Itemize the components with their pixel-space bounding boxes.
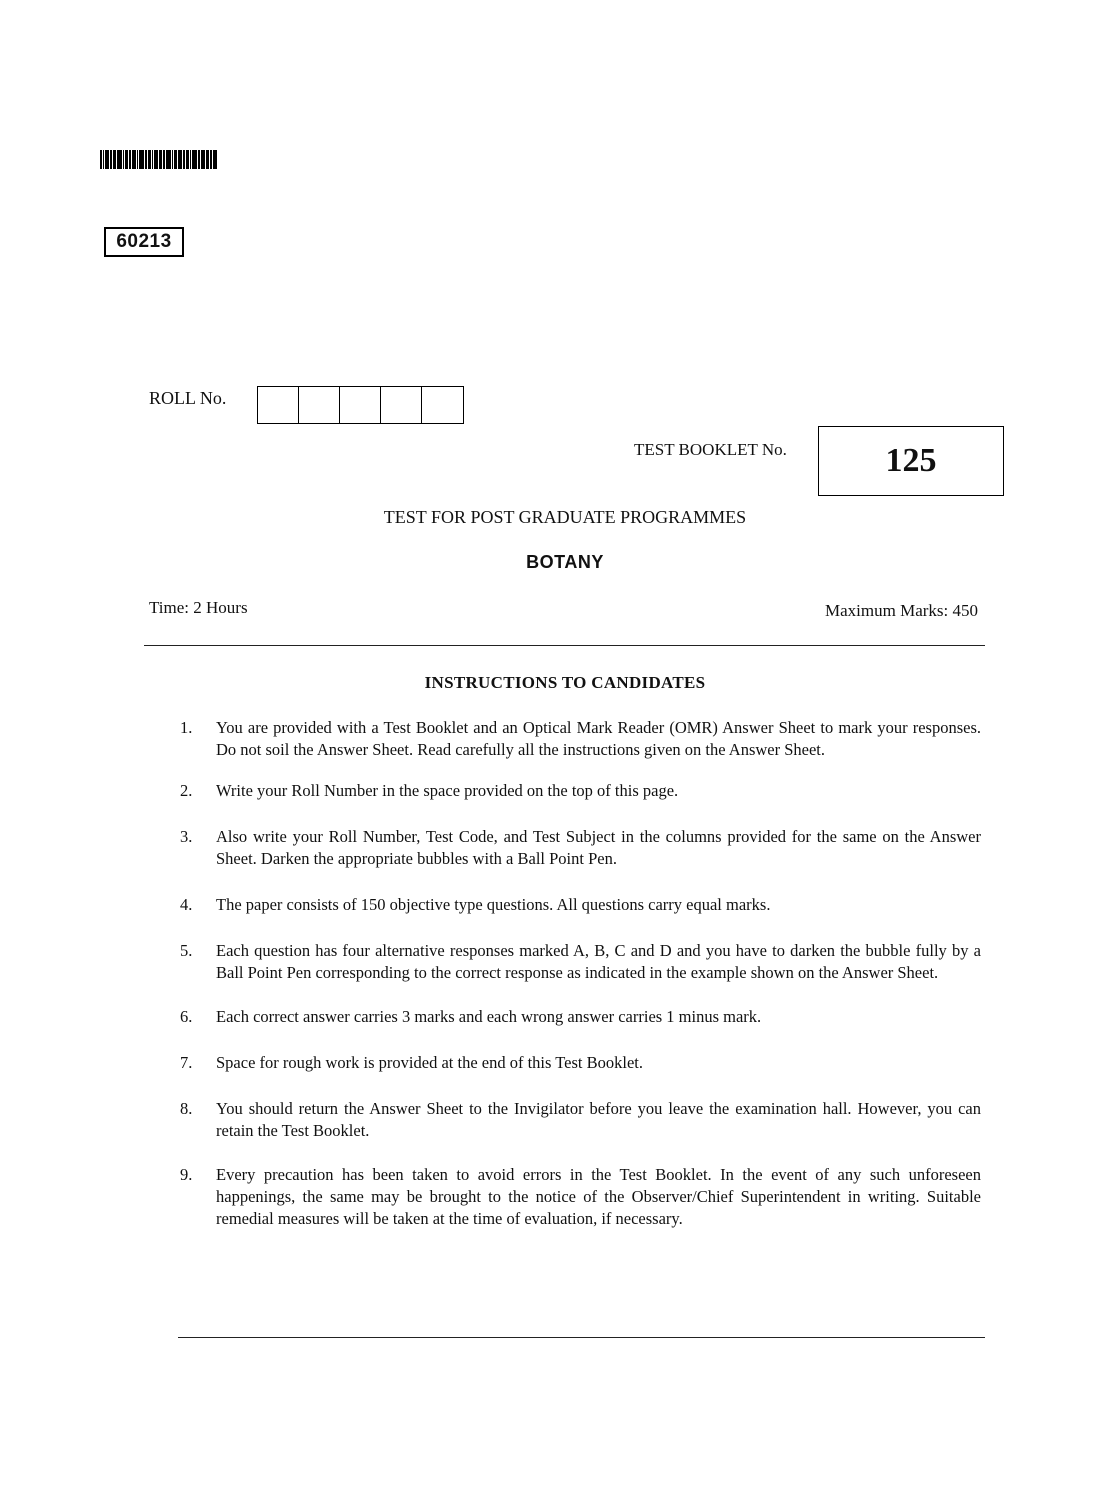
instruction-item bbox=[180, 780, 981, 802]
roll-digit-box[interactable] bbox=[299, 387, 340, 423]
instruction-number: 6. bbox=[180, 1007, 193, 1026]
instruction-text: Space for rough work is provided at the end of this Test Booklet. bbox=[216, 1053, 644, 1072]
instruction-item bbox=[180, 1006, 981, 1028]
programme-title: TEST FOR POST GRADUATE PROGRAMMES bbox=[383, 507, 747, 527]
instruction-text: You are provided with a Test Booklet and an Optical Mark Reader (OMR) Answer Sheet to mark your responses. Do not soil the Answer Sheet. Read carefully all the instructions given on the Answer Sheet. bbox=[216, 718, 981, 759]
barcode-image bbox=[100, 150, 235, 169]
maximum-marks: Maximum Marks: 450 bbox=[825, 601, 978, 620]
roll-digit-box[interactable] bbox=[258, 387, 299, 423]
instruction-text: Also write your Roll Number, Test Code, and Test Subject in the columns provided for the same on the Answer Sheet. Darken the appropriate bubbles with a Ball Point Pen. bbox=[216, 827, 981, 868]
roll-number-boxes[interactable] bbox=[257, 386, 464, 424]
roll-digit-box[interactable] bbox=[422, 387, 463, 423]
subject-title: BOTANY bbox=[526, 552, 604, 572]
instruction-text: You should return the Answer Sheet to the Invigilator before you leave the examination hall. However, you can retain the Test Booklet. bbox=[216, 1099, 981, 1140]
test-booklet-label: TEST BOOKLET No. bbox=[634, 440, 787, 459]
instruction-text: Every precaution has been taken to avoid errors in the Test Booklet. In the event of any such unforeseen happenings, the same may be brought to the notice of the Observer/Chief Superintendent in writing. Suitable remedial measures will be taken at the time of evaluation, if necessary. bbox=[216, 1165, 981, 1228]
instructions-heading: INSTRUCTIONS TO CANDIDATES bbox=[424, 673, 706, 692]
instruction-number: 7. bbox=[180, 1053, 193, 1072]
instruction-text: The paper consists of 150 objective type questions. All questions carry equal marks. bbox=[216, 895, 771, 914]
instruction-item bbox=[180, 940, 981, 984]
paper-code: 60213 bbox=[104, 227, 184, 257]
instruction-number: 9. bbox=[180, 1165, 193, 1184]
instruction-number: 3. bbox=[180, 827, 193, 846]
divider-top bbox=[144, 645, 985, 646]
instruction-number: 1. bbox=[180, 718, 193, 737]
instruction-item bbox=[180, 717, 981, 761]
roll-digit-box[interactable] bbox=[340, 387, 381, 423]
test-booklet-number: 125 bbox=[818, 426, 1004, 496]
instruction-number: 8. bbox=[180, 1099, 193, 1118]
instruction-number: 2. bbox=[180, 781, 193, 800]
instruction-number: 5. bbox=[180, 941, 193, 960]
instruction-item bbox=[180, 1098, 981, 1142]
instruction-text: Each question has four alternative responses marked A, B, C and D and you have to darken the bubble fully by a Ball Point Pen corresponding to the correct response as indicated in the example shown on the Answer Sheet. bbox=[216, 941, 981, 982]
roll-number-label: ROLL No. bbox=[149, 388, 227, 408]
instruction-item bbox=[180, 1164, 981, 1230]
instruction-item bbox=[180, 826, 981, 870]
instruction-number: 4. bbox=[180, 895, 193, 914]
exam-time: Time: 2 Hours bbox=[149, 598, 248, 617]
instruction-text: Each correct answer carries 3 marks and each wrong answer carries 1 minus mark. bbox=[216, 1007, 762, 1026]
instruction-item bbox=[180, 894, 981, 916]
instruction-text: Write your Roll Number in the space provided on the top of this page. bbox=[216, 781, 679, 800]
roll-digit-box[interactable] bbox=[381, 387, 422, 423]
instructions-list bbox=[180, 717, 981, 1230]
divider-bottom bbox=[178, 1337, 985, 1338]
instruction-item bbox=[180, 1052, 981, 1074]
